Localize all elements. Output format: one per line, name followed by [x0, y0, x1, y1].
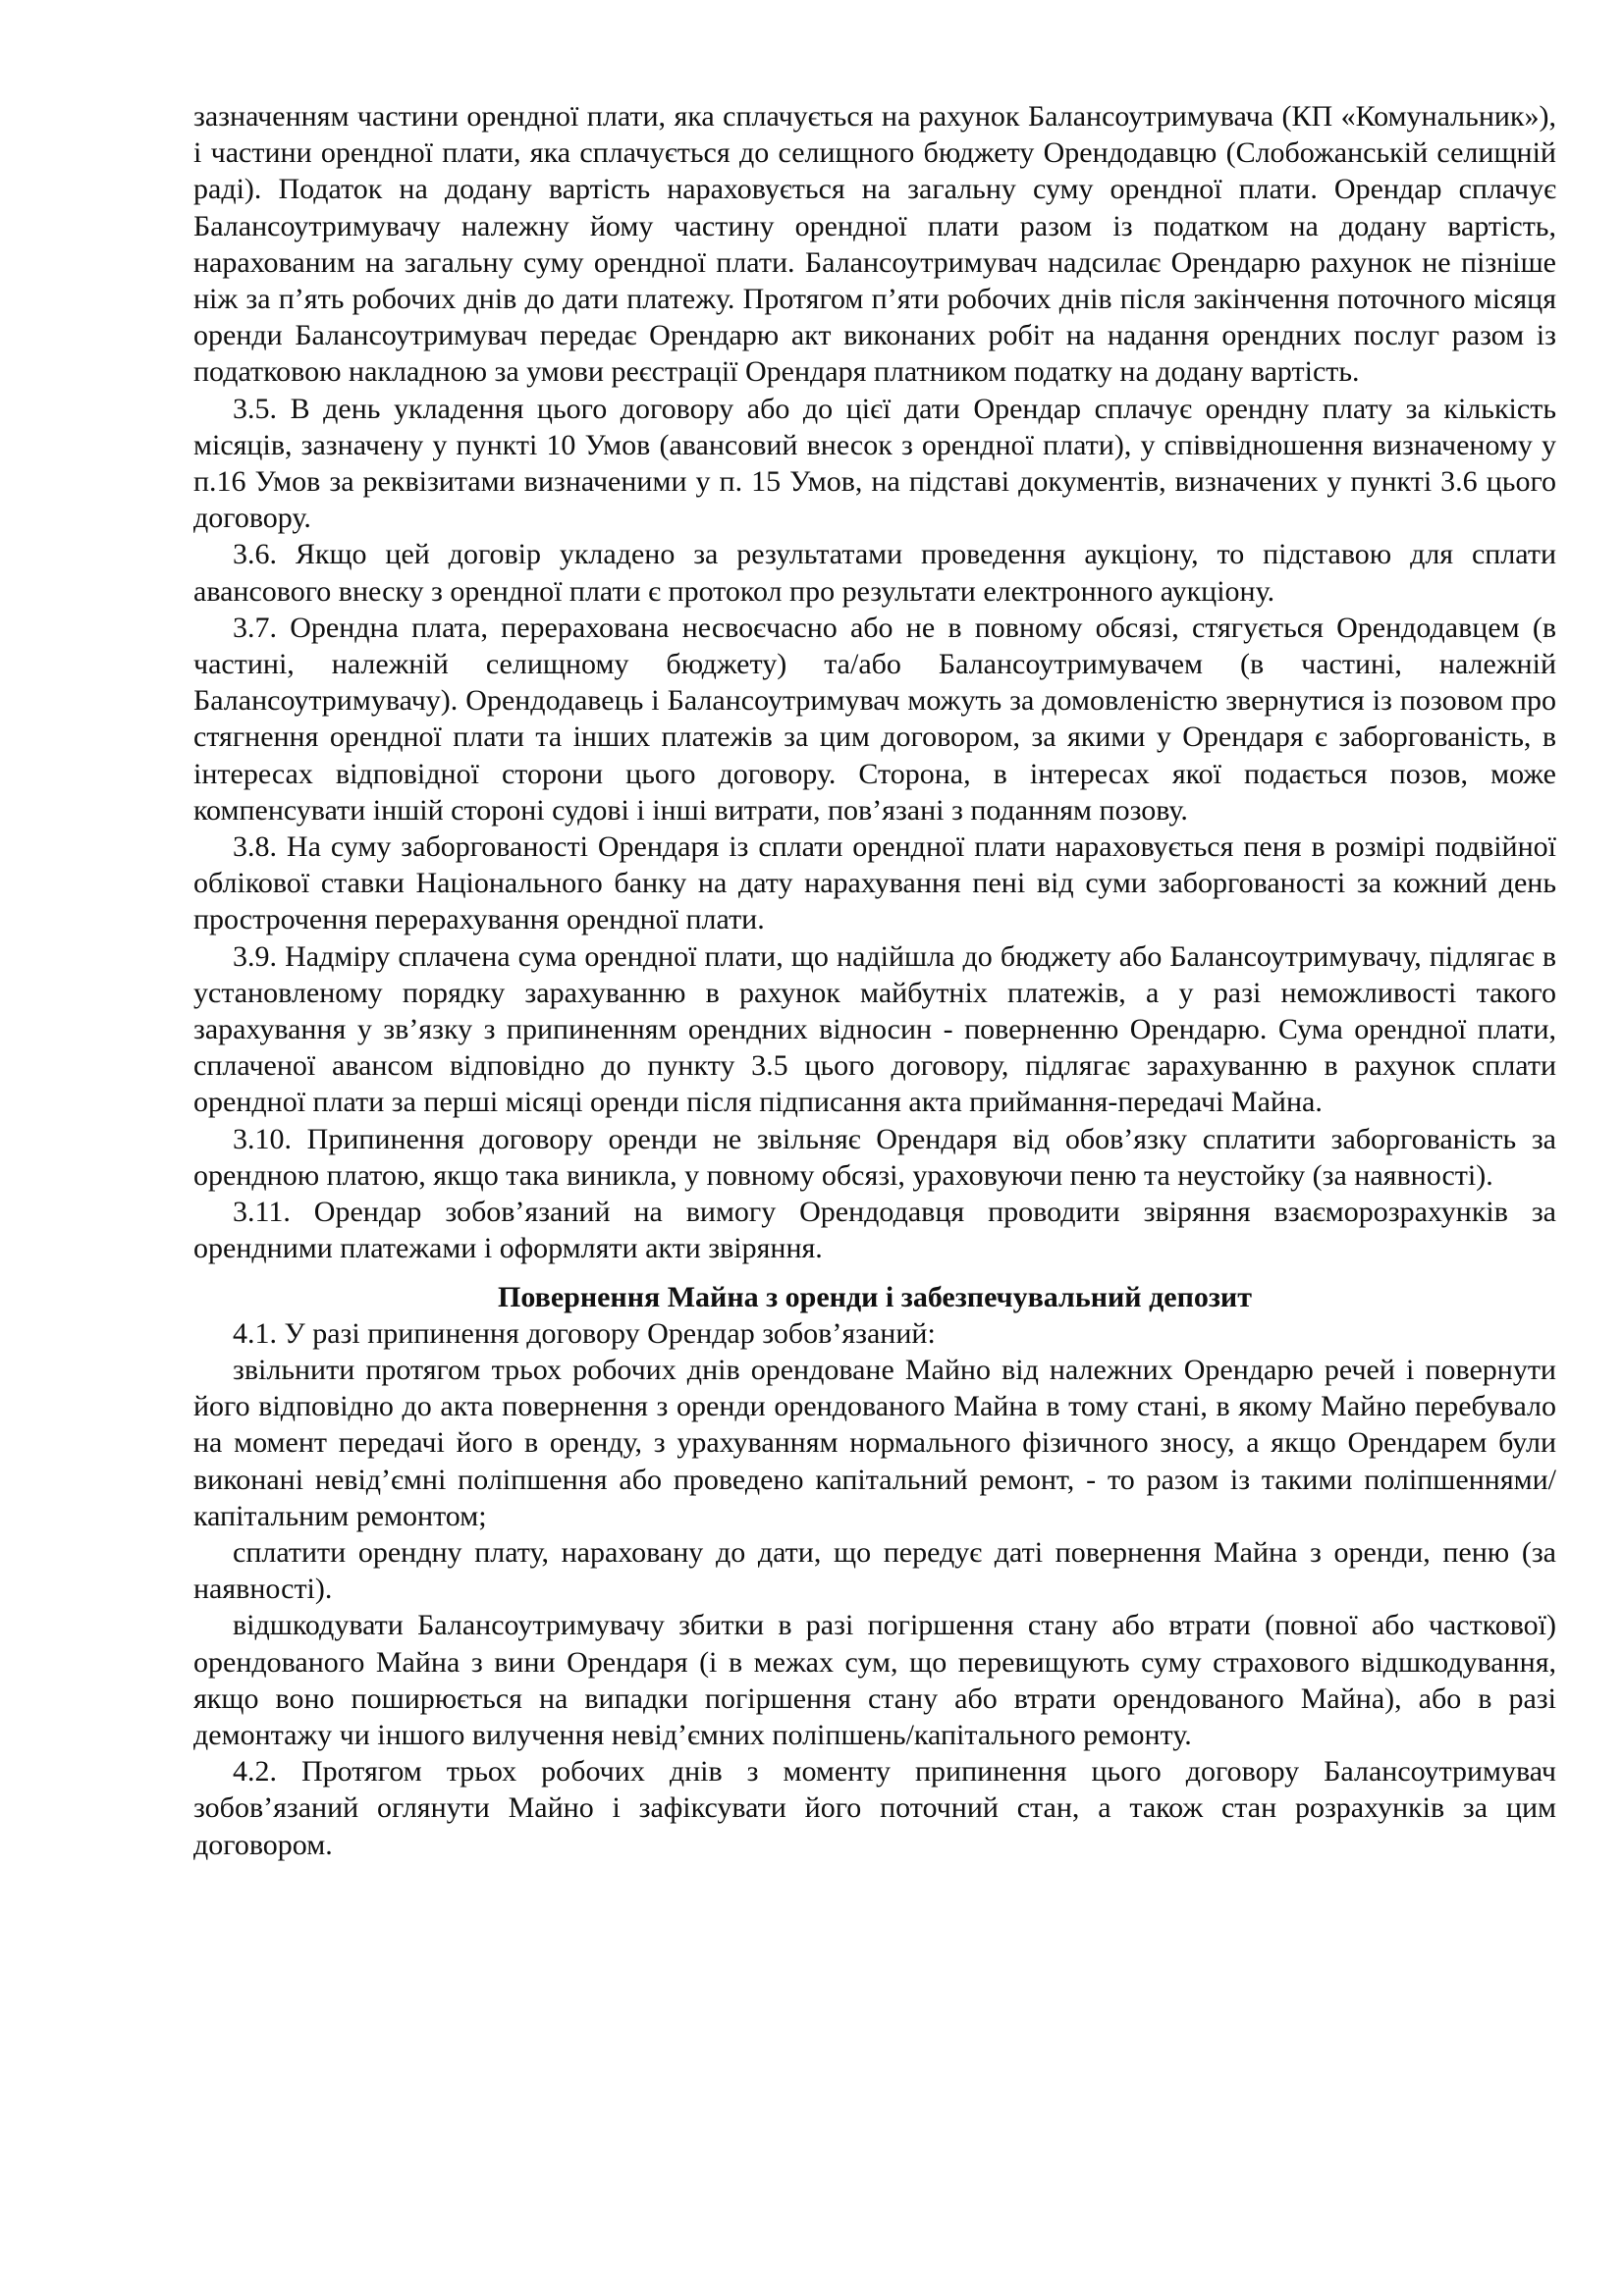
paragraph-4-1: 4.1. У разі припинення договору Орендар зобов’язаний: [233, 1316, 936, 1350]
paragraph-3-9: 3.9. Надміру сплачена сума орендної плати, що надійшла до бюджету або Балансоутримувачу, підлягає в установленому порядку зарахуванню в рахунок майбутніх платежів, а у разі неможливості такого зарахування у зв’язку з припиненням орендних відносин - поверненню Орендарю. Сума орендної плати, сплаченої авансом відповідно до пункту 3.5 цього договору, підлягає зарахуванню в рахунок сплати орендної плати за перші місяці оренди після підписання акта приймання-передачі Майна. [193, 939, 1556, 1119]
paragraph-4-2: 4.2. Протягом трьох робочих днів з моменту припинення цього договору Балансоутримувач зобов’язаний оглянути Майно і зафіксувати його поточний стан, а також стан розрахунків за цим договором. [193, 1755, 1556, 1861]
paragraph-3-5: 3.5. В день укладення цього договору або до цієї дати Орендар сплачує орендну плату за кількість місяців, зазначену у пункті 10 Умов (авансовий внесок з орендної плати), у співвідношення визначеному у п.16 Умов за реквізитами визначеними у п. 15 Умов, на підставі документів, визначених у пункті 3.6 цього договору. [193, 392, 1556, 535]
paragraph-3-7: 3.7. Орендна плата, перерахована несвоєчасно або не в повному обсязі, стягується Орендодавцем (в частині, належній селищному бюджету) та/або Балансоутримувачем (в частині, належній Балансоутримувачу). Орендодавець і Балансоутримувач можуть за домовленістю звернутися із позовом про стягнення орендної плати та інших платежів за цим договором, за якими у Орендаря є заборгованість, в інтересах відповідної сторони цього договору. Сторона, в інтересах якої подається позов, може компенсувати іншій стороні судові і інші витрати, пов’язані з поданням позову. [193, 611, 1556, 827]
section-heading: Повернення Майна з оренди і забезпечувальний депозит [498, 1280, 1252, 1313]
paragraph-3-10: 3.10. Припинення договору оренди не звільняє Орендаря від обов’язку сплатити заборгованість за орендною платою, якщо така виникла, у повному обсязі, ураховуючи пеню та неустойку (за наявності). [193, 1122, 1556, 1192]
paragraph-3-8: 3.8. На суму заборгованості Орендаря із сплати орендної плати нараховується пеня в розмірі подвійної облікової ставки Національного банку на дату нарахування пені від суми заборгованості за кожний день прострочення перерахування орендної плати. [193, 830, 1556, 936]
paragraph-4-1-release: звільнити протягом трьох робочих днів орендоване Майно від належних Орендарю речей і повернути його відповідно до акта повернення з оренди орендованого Майна в тому стані, в якому Майно перебувало на момент передачі його в оренду, з урахуванням нормального фізичного зносу, а якщо Орендарем були виконані невід’ємні поліпшення або проведено капітальний ремонт, - то разом із такими поліпшеннями/капітальним ремонтом; [193, 1353, 1556, 1532]
paragraph-payment-split: зазначенням частини орендної плати, яка сплачується на рахунок Балансоутримувача (КП «Комунальник»), і частини орендної плати, яка сплачується до селищного бюджету Орендодавцю (Слобожанській селищній раді). Податок на додану вартість нараховується на загальну суму орендної плати. Орендар сплачує Балансоутримувачу належну йому частину орендної плати разом із податком на додану вартість, нарахованим на загальну суму орендної плати. Балансоутримувач надсилає Орендарю рахунок не пізніше ніж за п’ять робочих днів до дати платежу. Протягом п’яти робочих днів після закінчення поточного місяця оренди Балансоутримувач передає Орендарю акт виконаних робіт на надання орендних послуг разом із податковою накладною за умови реєстрації Орендаря платником податку на додану вартість. [193, 100, 1556, 389]
paragraph-3-11: 3.11. Орендар зобов’язаний на вимогу Орендодавця проводити звіряння взаєморозрахунків за орендними платежами і оформляти акти звіряння. [193, 1196, 1556, 1265]
paragraph-3-6: 3.6. Якщо цей договір укладено за результатами проведення аукціону, то підставою для сплати авансового внеску з орендної плати є протокол про результати електронного аукціону. [193, 538, 1556, 608]
paragraph-4-1-pay: сплатити орендну плату, нараховану до дати, що передує даті повернення Майна з оренди, пеню (за наявності). [193, 1535, 1556, 1606]
paragraph-4-1-compensate: відшкодувати Балансоутримувачу збитки в разі погіршення стану або втрати (повної або часткової) орендованого Майна з вини Орендаря (і в межах сум, що перевищують суму страхового відшкодування, якщо воно поширюється на випадки погіршення стану або втрати орендованого Майна), або в разі демонтажу чи іншого вилучення невід’ємних поліпшень/капітального ремонту. [193, 1609, 1556, 1751]
document-page [193, 98, 1556, 1863]
